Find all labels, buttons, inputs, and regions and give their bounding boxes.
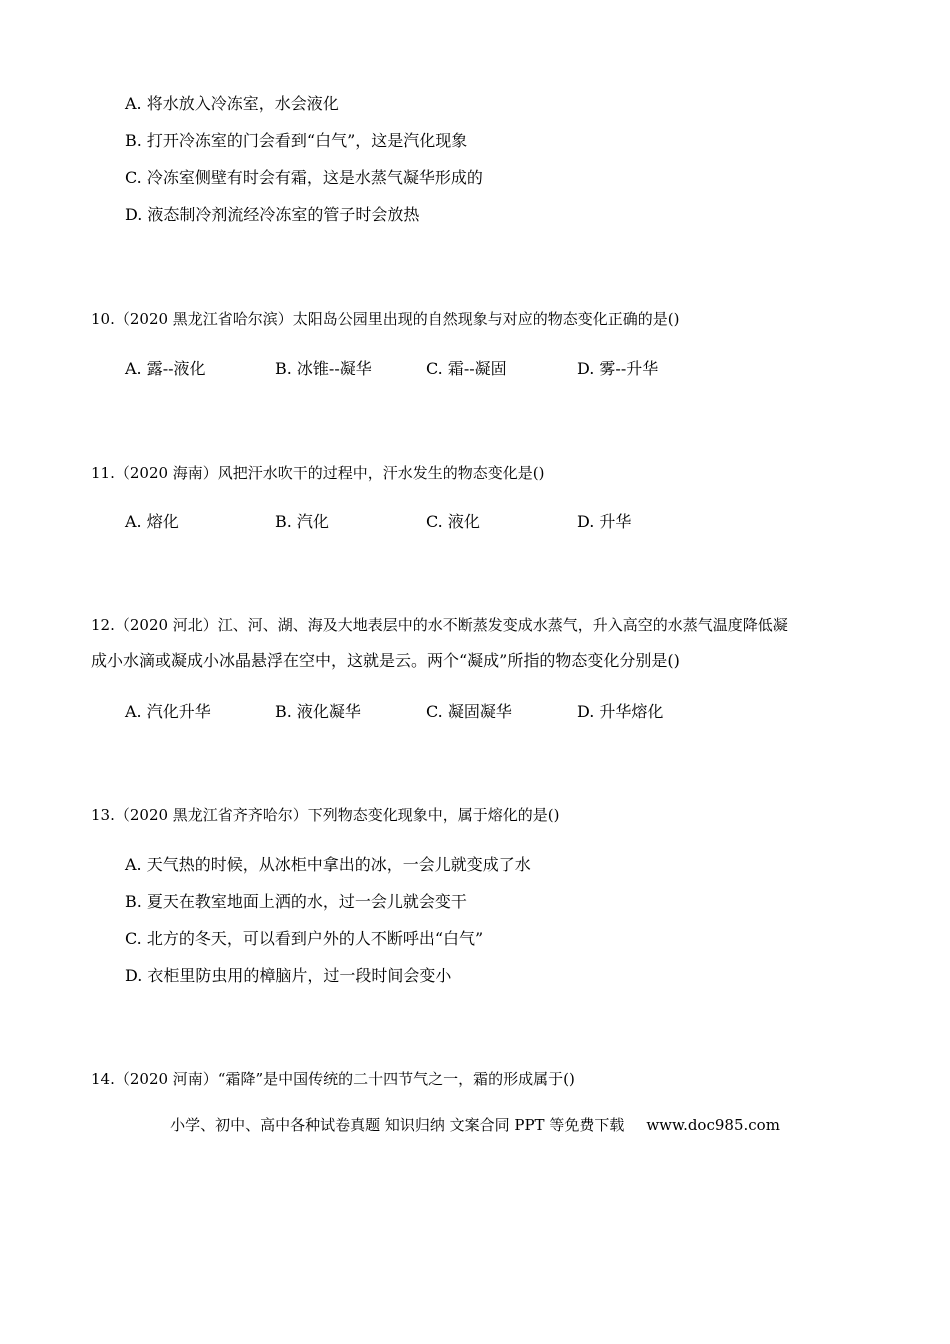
q12-option-a: A. 汽化升华 <box>125 702 211 721</box>
page-footer <box>0 1114 950 1136</box>
q12-option-b: B. 液化凝华 <box>275 702 361 721</box>
q9-option-a: A. 将水放入冷冻室，水会液化 <box>125 94 339 113</box>
q10-option-c: C. 霜--凝固 <box>426 359 507 378</box>
q11-option-c: C. 液化 <box>426 512 480 531</box>
footer-text: 小学、初中、高中各种试卷真题 知识归纳 文案合同 PPT 等免费下载 <box>170 1116 625 1134</box>
q11-options <box>0 511 950 533</box>
q11-option-b: B. 汽化 <box>275 512 329 531</box>
q10-option-a: A. 露--液化 <box>125 359 206 378</box>
q13-option-a: A. 天气热的时候，从冰柜中拿出的冰，一会儿就变成了水 <box>125 855 531 874</box>
q13-option-b: B. 夏天在教室地面上洒的水，过一会儿就会变干 <box>125 892 467 911</box>
q12-option-d: D. 升华熔化 <box>577 702 664 721</box>
q14-stem: 14.（2020 河南）“霜降”是中国传统的二十四节气之一，霜的形成属于() <box>91 1070 575 1088</box>
q11-stem: 11.（2020 海南）风把汗水吹干的过程中，汗水发生的物态变化是() <box>91 464 545 482</box>
q10-options <box>0 358 950 380</box>
q10-option-d: D. 雾--升华 <box>577 359 659 378</box>
q13-option-d: D. 衣柜里防虫用的樟脑片，过一段时间会变小 <box>125 966 452 985</box>
q10-stem: 10.（2020 黑龙江省哈尔滨）太阳岛公园里出现的自然现象与对应的物态变化正确的是() <box>91 310 680 328</box>
footer-site-link[interactable]: www.doc985.com <box>646 1116 780 1134</box>
q9-option-c: C. 冷冻室侧壁有时会有霜，这是水蒸气凝华形成的 <box>125 168 483 187</box>
q9-option-d: D. 液态制冷剂流经冷冻室的管子时会放热 <box>125 205 420 224</box>
q13-option-c: C. 北方的冬天，可以看到户外的人不断呼出“白气” <box>125 929 484 948</box>
q11-option-a: A. 熔化 <box>125 512 179 531</box>
q12-option-c: C. 凝固凝华 <box>426 702 512 721</box>
q11-option-d: D. 升华 <box>577 512 632 531</box>
q12-options <box>0 701 950 723</box>
q13-stem: 13.（2020 黑龙江省齐齐哈尔）下列物态变化现象中，属于熔化的是() <box>91 806 560 824</box>
q10-option-b: B. 冰锥--凝华 <box>275 359 372 378</box>
q12-stem-line1: 12.（2020 河北）江、河、湖、海及大地表层中的水不断蒸发变成水蒸气，升入高空的水蒸气温度降低凝 <box>91 616 788 634</box>
q9-option-b: B. 打开冷冻室的门会看到“白气”，这是汽化现象 <box>125 131 468 150</box>
q12-stem-line2: 成小水滴或凝成小冰晶悬浮在空中，这就是云。两个“凝成”所指的物态变化分别是() <box>91 651 680 670</box>
